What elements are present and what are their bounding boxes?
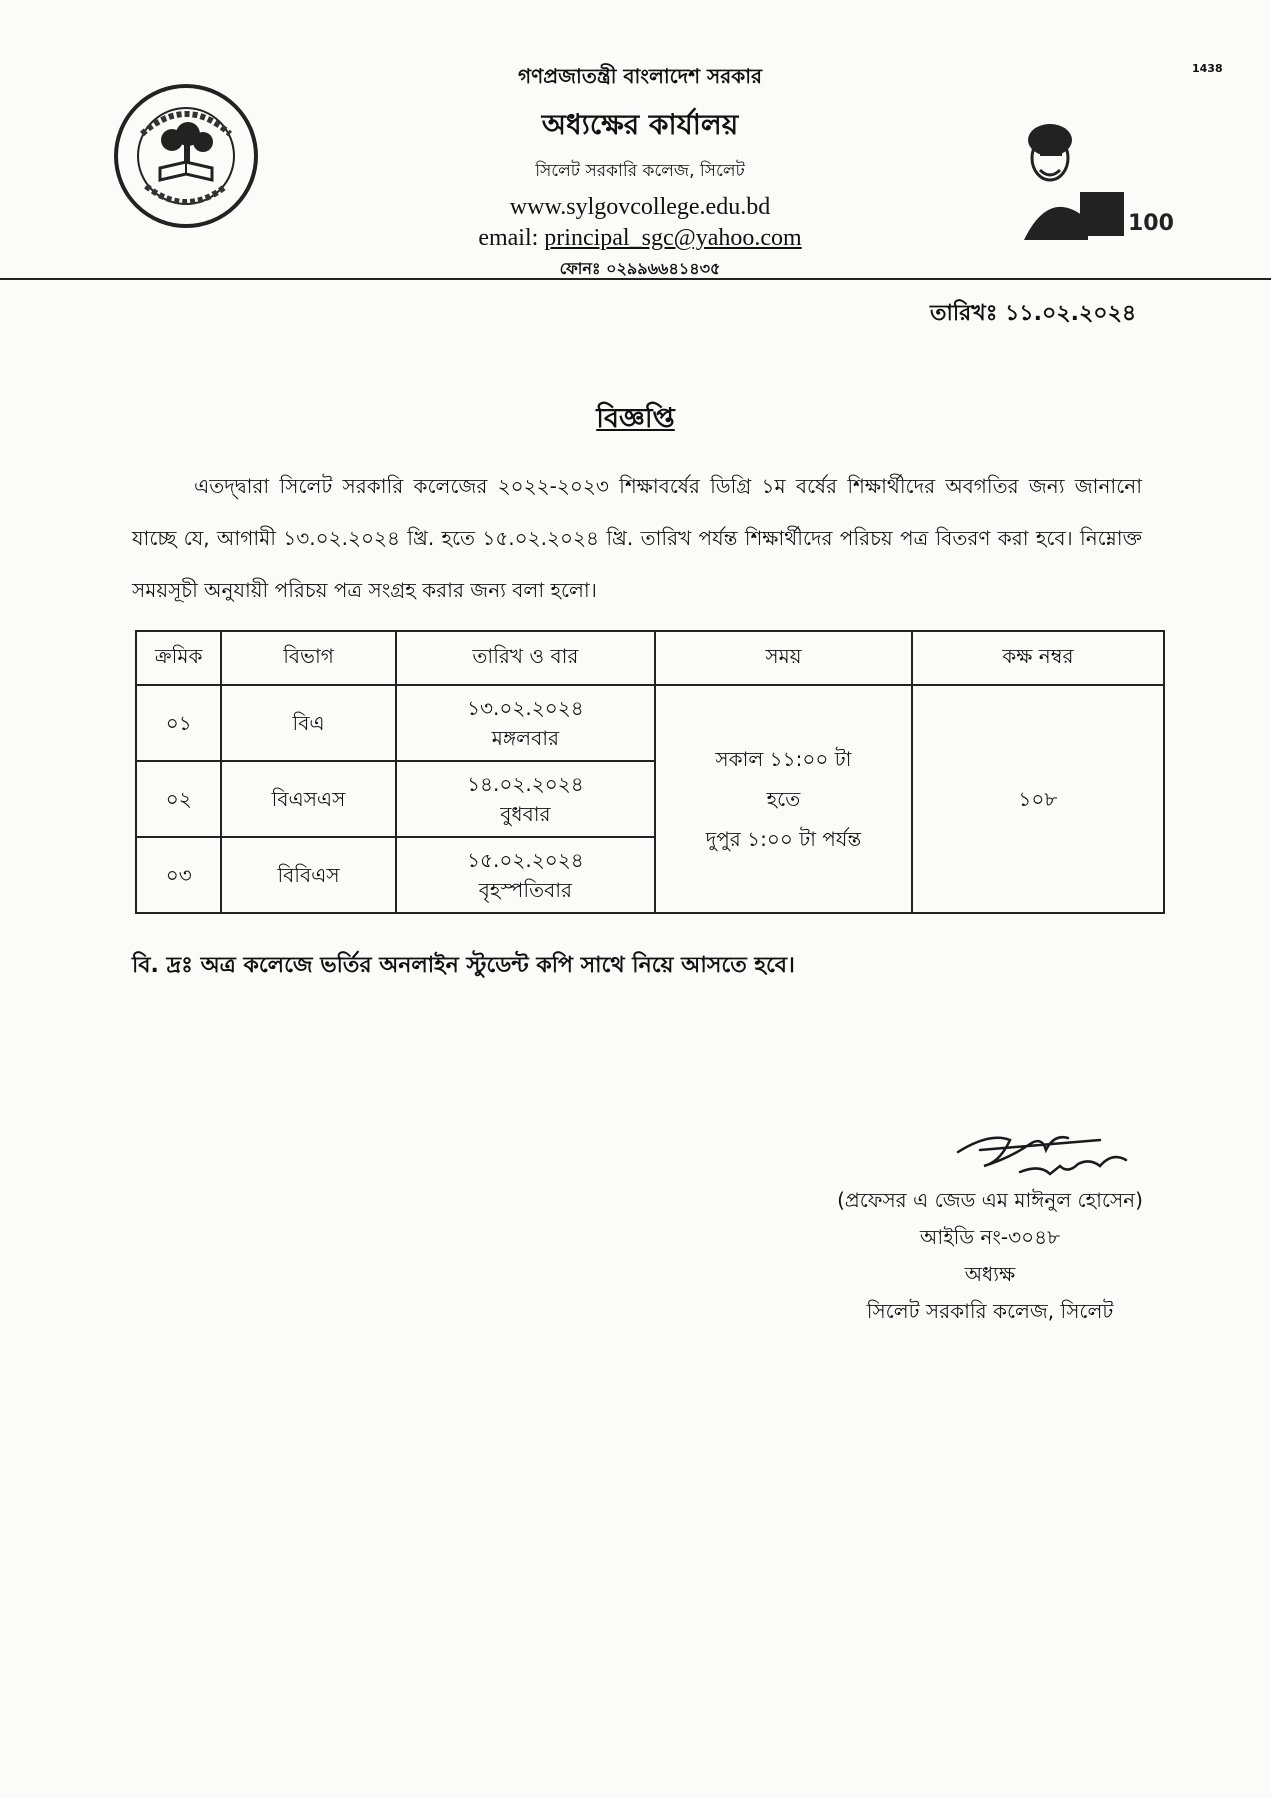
room-cell: ১০৮ [912, 685, 1164, 913]
government-name: গণপ্রজাতন্ত্রী বাংলাদেশ সরকার [518, 64, 762, 88]
row-date: ১৩.০২.২০২৪ [467, 696, 584, 720]
corner-number: 1438 [1192, 62, 1223, 75]
row-day: বুধবার [500, 802, 551, 826]
time-start: সকাল ১১:০০ টা [715, 747, 852, 771]
table-row [136, 685, 1164, 761]
row-department: বিএ [221, 685, 395, 761]
footnote: বি. দ্রঃ অত্র কলেজে ভর্তির অনলাইন স্টুডেন্ট কপি সাথে নিয়ে আসতে হবে। [132, 953, 795, 978]
notice-title-text: বিজ্ঞপ্তি [596, 403, 675, 434]
website-link[interactable]: www.sylgovcollege.edu.bd [509, 194, 771, 220]
header-room: কক্ষ নম্বর [912, 631, 1164, 685]
mujib-100-emblem-icon [1010, 110, 1174, 246]
email-line [400, 225, 880, 252]
notice-paragraph: এতদ্দ্বারা সিলেট সরকারি কলেজের ২০২২-২০২৩ শিক্ষাবর্ষের ডিগ্রি ১ম বর্ষের শিক্ষার্থীদের অবগতির জন্য জানানো যাচ্ছে যে, আগামী ১৩.০২.২০২৪ খ্রি. হতে ১৫.০২.২০২৪ খ্রি. তারিখ পর্যন্ত শিক্ষার্থীদের পরিচয় পত্র বিতরণ করা হবে। নিম্নোক্ত সময়সূচী অনুযায়ী পরিচয় পত্র সংগ্রহ করার জন্য বলা হলো। [132, 474, 1142, 602]
row-day: মঙ্গলবার [491, 726, 560, 750]
principal-signature-icon [950, 1122, 1140, 1184]
row-date-day [396, 837, 656, 913]
table-header-row [136, 631, 1164, 685]
notice-date: তারিখঃ ১১.০২.২০২৪ [930, 301, 1137, 326]
row-serial: ০৩ [136, 837, 221, 913]
time-cell [655, 685, 912, 913]
email-link[interactable]: principal_sgc@yahoo.com [544, 225, 802, 251]
row-date: ১৪.০২.২০২৪ [467, 772, 584, 796]
signatory-name: (প্রফেসর এ জেড এম মাঈনুল হোসেন) [837, 1188, 1143, 1212]
office-name: অধ্যক্ষের কার্যালয় [541, 108, 739, 141]
time-end: দুপুর ১:০০ টা পর্যন্ত [705, 827, 862, 851]
notice-body [132, 460, 1142, 616]
row-date-day [396, 761, 656, 837]
header-divider [0, 278, 1271, 280]
notice-title [0, 398, 1271, 443]
signatory-designation: অধ্যক্ষ [964, 1262, 1016, 1286]
id-card-schedule-table [135, 630, 1165, 914]
row-date-day [396, 685, 656, 761]
time-connector: হতে [766, 787, 801, 811]
row-serial: ০২ [136, 761, 221, 837]
college-seal-icon [112, 82, 260, 230]
row-department: বিএসএস [221, 761, 395, 837]
signatory-block [780, 1182, 1200, 1330]
email-label: email: [478, 225, 539, 251]
header-department: বিভাগ [221, 631, 395, 685]
row-date: ১৫.০২.২০২৪ [467, 848, 584, 872]
college-name: সিলেট সরকারি কলেজ, সিলেট [535, 161, 745, 181]
header-time: সময় [655, 631, 912, 685]
signatory-id: আইডি নং-৩০৪৮ [919, 1225, 1061, 1249]
phone-number: ফোনঃ ০২৯৯৬৬৪১৪৩৫ [559, 259, 721, 278]
row-department: বিবিএস [221, 837, 395, 913]
row-day: বৃহস্পতিবার [478, 878, 573, 902]
row-serial: ০১ [136, 685, 221, 761]
header-date-day: তারিখ ও বার [396, 631, 656, 685]
svg-text:100: 100 [1128, 211, 1174, 236]
header-serial: ক্রমিক [136, 631, 221, 685]
letterhead [400, 62, 880, 283]
signatory-institution: সিলেট সরকারি কলেজ, সিলেট [866, 1299, 1114, 1323]
